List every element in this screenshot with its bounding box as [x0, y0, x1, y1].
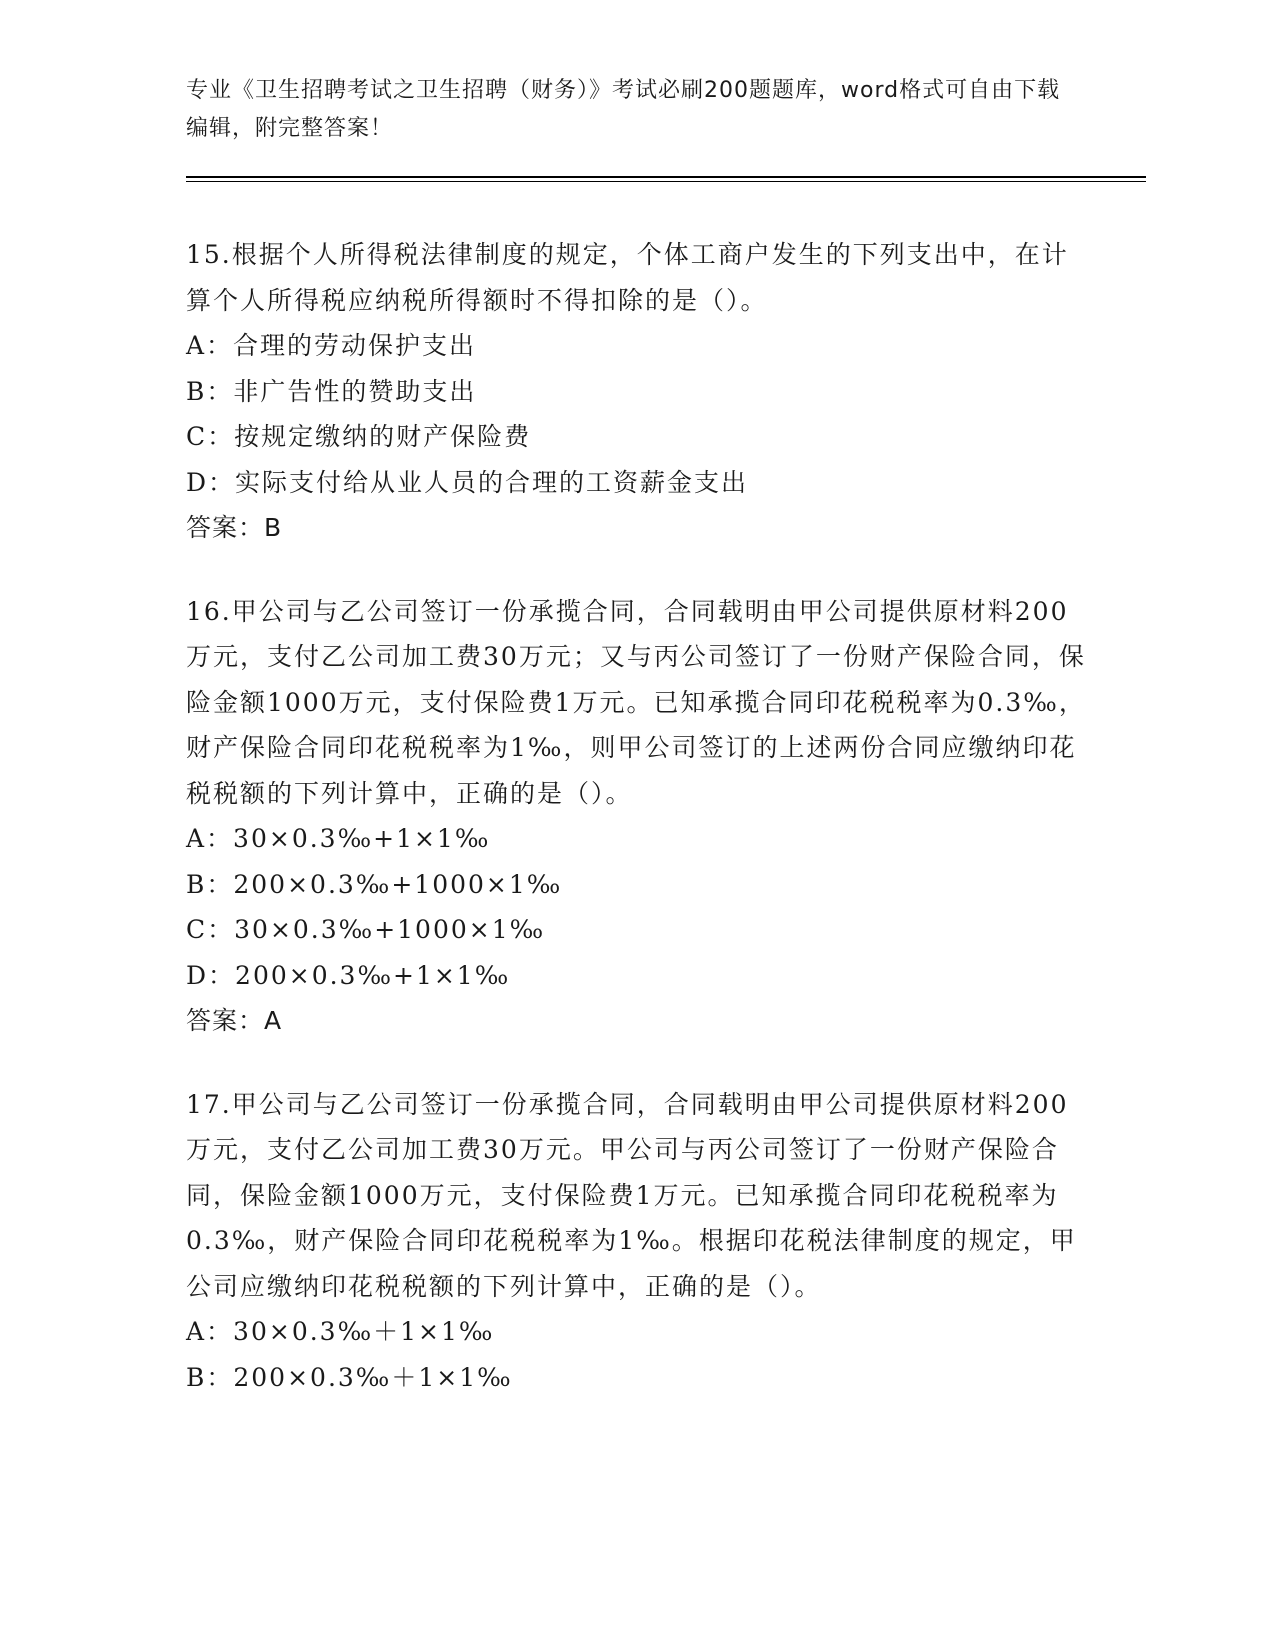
question-15 [186, 232, 1086, 551]
answer-line: 答案：B [186, 513, 283, 542]
option-b: B：200×0.3‰＋1×1‰ [186, 1362, 513, 1392]
option-c: C：按规定缴纳的财产保险费 [186, 422, 532, 451]
header-divider [186, 176, 1146, 178]
answer-line: 答案：A [186, 1006, 283, 1035]
option-d: D：200×0.3‰+1×1‰ [186, 960, 511, 990]
question-16 [186, 589, 1086, 1044]
option-a: A：30×0.3‰＋1×1‰ [186, 1317, 495, 1346]
header-divider-thin [186, 181, 1146, 182]
option-a: A：30×0.3‰+1×1‰ [186, 824, 491, 853]
question-stem: 17.甲公司与乙公司签订一份承揽合同，合同载明由甲公司提供原材料200万元，支付乙公司加工费30万元。甲公司与丙公司签订了一份财产保险合同，保险金额1000万元，支付保险费1万元。已知承揽合同印花税税率为0.3‰，财产保险合同印花税税率为1‰。根据印花税法律制度的规定，甲公司应缴纳印花税税额的下列计算中，正确的是（）。 [186, 1089, 1077, 1301]
document-header: 专业《卫生招聘考试之卫生招聘（财务）》考试必刷200题题库，word格式可自由下载编辑，附完整答案！ [186, 78, 1061, 141]
option-b: B：200×0.3‰+1000×1‰ [186, 869, 563, 899]
option-a: A：合理的劳动保护支出 [186, 331, 477, 360]
option-b: B：非广告性的赞助支出 [186, 376, 477, 406]
option-d: D：实际支付给从业人员的合理的工资薪金支出 [186, 467, 749, 497]
question-list [186, 232, 1086, 1438]
question-stem: 16.甲公司与乙公司签订一份承揽合同，合同载明由甲公司提供原材料200万元，支付乙公司加工费30万元；又与丙公司签订了一份财产保险合同，保险金额1000万元，支付保险费1万元。已知承揽合同印花税税率为0.3‰，财产保险合同印花税税率为1‰，则甲公司签订的上述两份合同应缴纳印花税税额的下列计算中，正确的是（）。 [186, 596, 1086, 808]
option-c: C：30×0.3‰+1000×1‰ [186, 915, 546, 944]
question-stem: 15.根据个人所得税法律制度的规定，个体工商户发生的下列支出中，在计算个人所得税应纳税所得额时不得扣除的是（）。 [186, 240, 1069, 315]
question-17 [186, 1082, 1086, 1401]
